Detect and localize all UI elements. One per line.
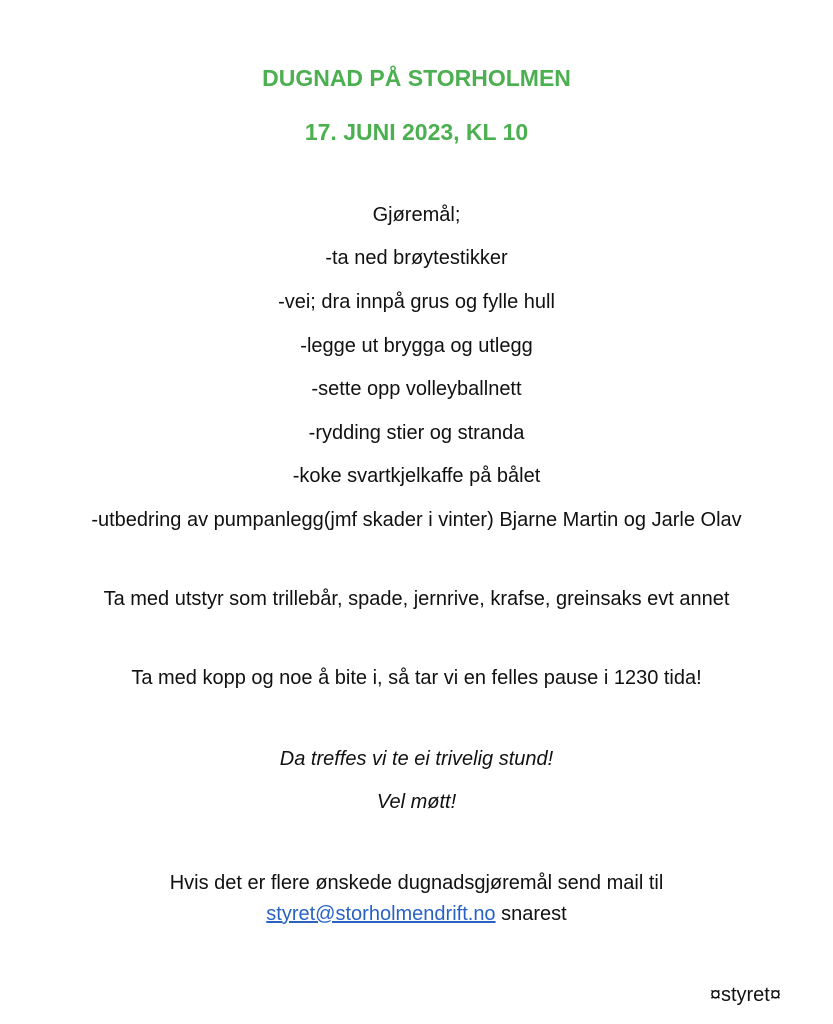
contact-suffix: snarest: [495, 903, 567, 925]
event-date: 17. JUNI 2023, KL 10: [304, 119, 529, 145]
page-title: DUGNAD PÅ STORHOLMEN: [262, 65, 571, 91]
task-item: -ta ned brøytestikker: [325, 247, 508, 269]
task-item: -vei; dra innpå grus og fylle hull: [278, 291, 555, 313]
contact-text: Hvis det er flere ønskede dugnadsgjøremål send mail til: [169, 872, 664, 894]
closing-line: Da treffes vi te ei trivelig stund!: [279, 748, 554, 770]
signature: ¤styret¤: [709, 984, 781, 1006]
break-note: Ta med kopp og noe å bite i, så tar vi en felles pause i 1230 tida!: [131, 667, 702, 689]
task-item: -sette opp volleyballnett: [311, 378, 522, 400]
task-item: -koke svartkjelkaffe på bålet: [292, 465, 541, 487]
task-item: -utbedring av pumpanlegg(jmf skader i vinter) Bjarne Martin og Jarle Olav: [91, 509, 742, 531]
task-item: -rydding stier og stranda: [308, 422, 525, 444]
task-item: -legge ut brygga og utlegg: [300, 335, 533, 357]
tasks-heading: Gjøremål;: [372, 204, 461, 226]
welcome-line: Vel møtt!: [376, 791, 457, 813]
contact-email-line: [0, 902, 833, 926]
email-link[interactable]: styret@storholmendrift.no: [266, 903, 496, 925]
equipment-note: Ta med utstyr som trillebår, spade, jernrive, krafse, greinsaks evt annet: [103, 588, 730, 610]
